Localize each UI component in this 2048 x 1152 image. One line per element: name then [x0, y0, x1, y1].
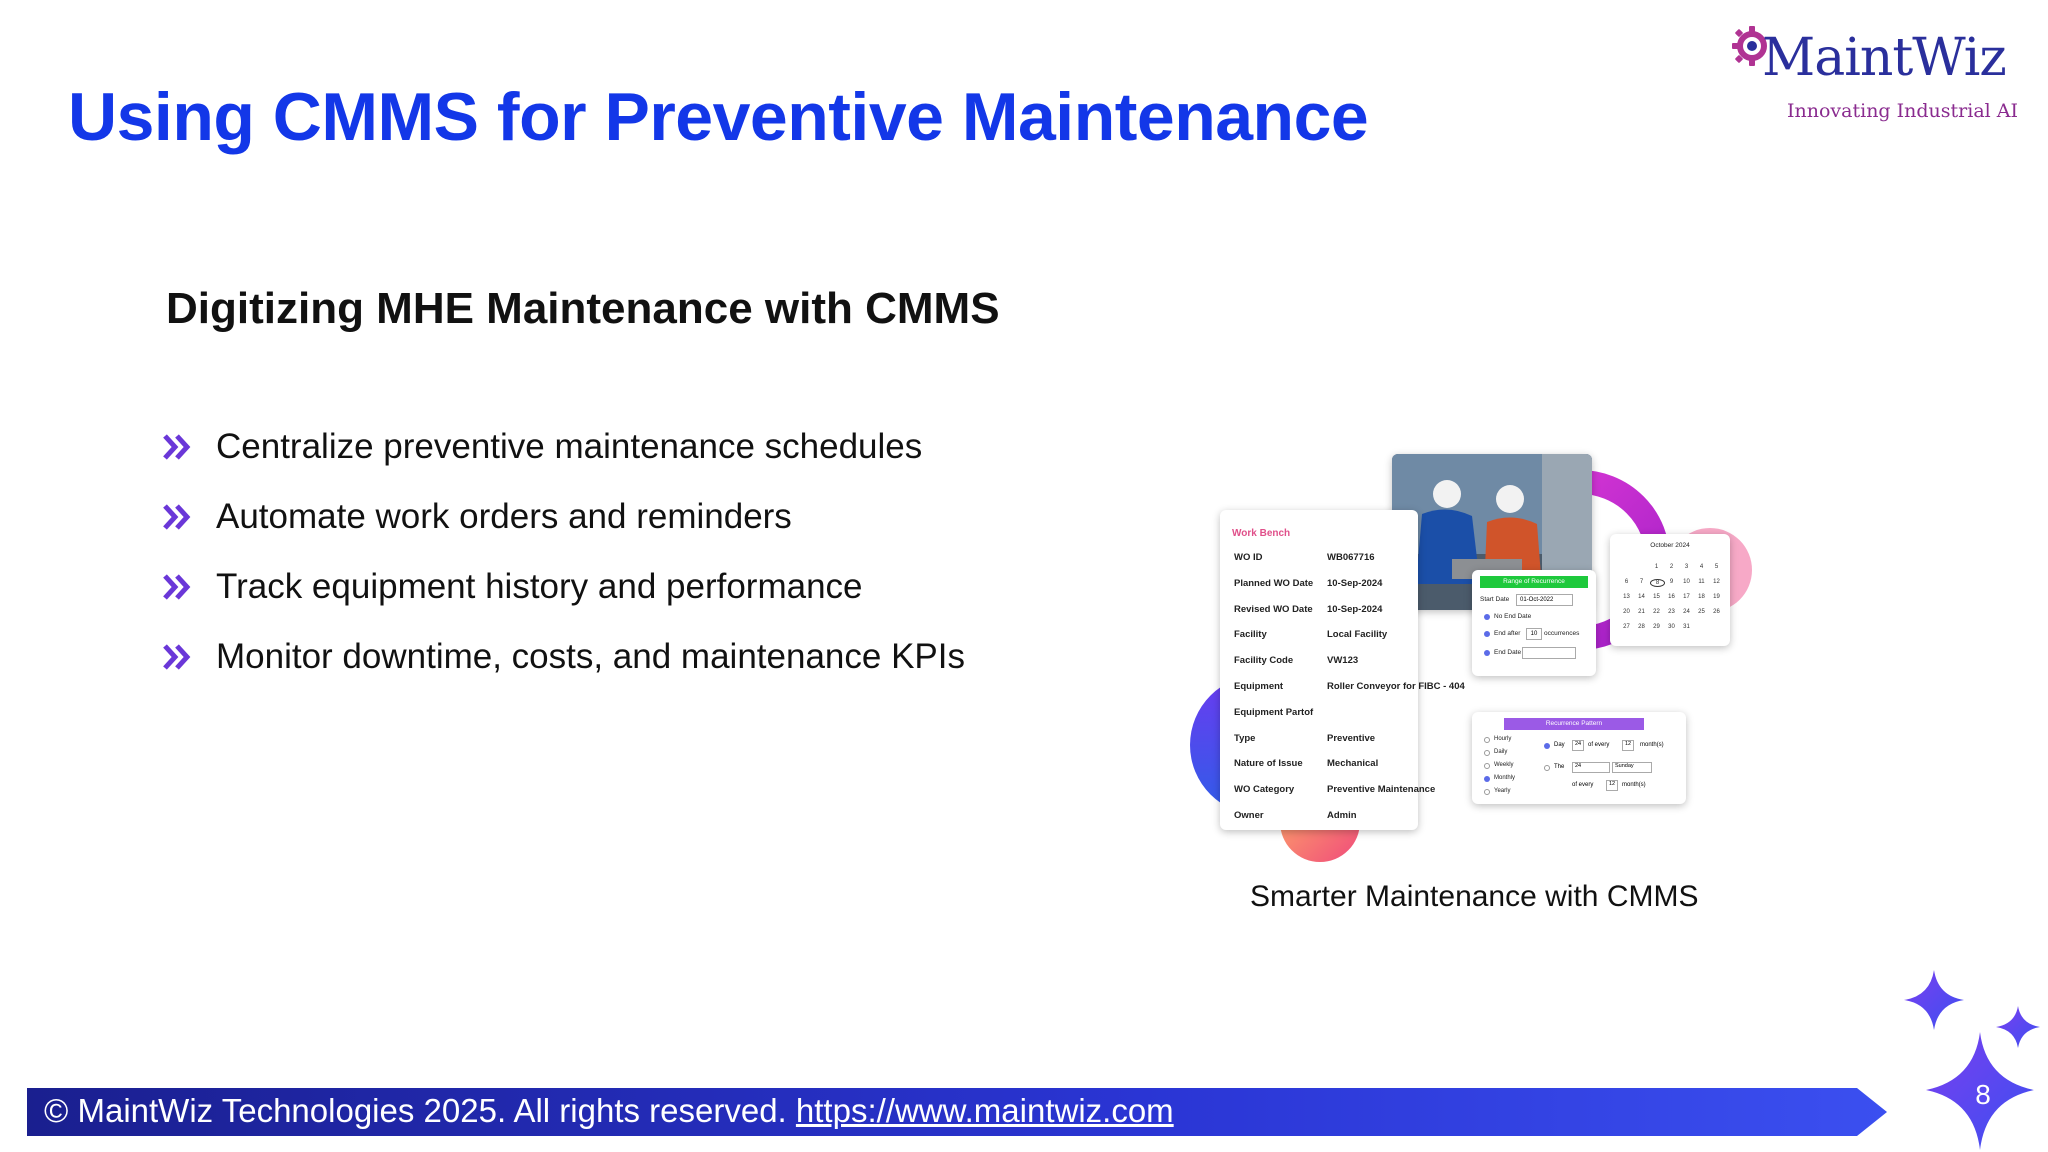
- calendar-day[interactable]: 24: [1683, 609, 1690, 615]
- start-date-label: Start Date: [1480, 596, 1510, 603]
- calendar-day[interactable]: 25: [1698, 609, 1705, 615]
- workbench-field-label: WO Category: [1234, 784, 1295, 796]
- calendar-day[interactable]: 22: [1653, 609, 1660, 615]
- radio-the-icon[interactable]: [1544, 765, 1550, 771]
- page-number: 8: [1975, 1079, 1991, 1110]
- workbench-field-value: VW123: [1327, 655, 1359, 667]
- end-date-field[interactable]: [1522, 647, 1576, 659]
- of-every-label-2: of every: [1572, 782, 1594, 788]
- calendar-day[interactable]: 21: [1638, 609, 1645, 615]
- recurrence-pattern-card: [1472, 712, 1686, 804]
- radio-no-end-icon[interactable]: [1484, 614, 1490, 620]
- the-select[interactable]: 24: [1572, 762, 1610, 773]
- every-field[interactable]: 12: [1622, 740, 1634, 751]
- calendar-day[interactable]: 20: [1623, 609, 1630, 615]
- recurrence-radio-icon[interactable]: [1484, 737, 1490, 743]
- workbench-field-value: Preventive: [1327, 732, 1376, 744]
- calendar-day[interactable]: 1: [1654, 564, 1659, 570]
- radio-end-date-icon[interactable]: [1484, 650, 1490, 656]
- the-label: The: [1554, 764, 1565, 770]
- every-field-2[interactable]: 12: [1606, 780, 1618, 791]
- recurrence-option-label: Hourly: [1494, 736, 1512, 742]
- footer-copyright: © MaintWiz Technologies 2025. All rights reserved.: [44, 1092, 796, 1129]
- bullet-text: Centralize preventive maintenance schedules: [216, 427, 923, 466]
- calendar-day[interactable]: 29: [1653, 624, 1660, 630]
- bullet-item: [162, 552, 965, 622]
- recurrence-option-label: Monthly: [1494, 775, 1516, 781]
- workbench-field-value: Local Facility: [1327, 629, 1388, 641]
- double-chevron-icon: [162, 572, 196, 602]
- workbench-field-value: Admin: [1327, 810, 1357, 821]
- radio-end-after-icon[interactable]: [1484, 631, 1490, 637]
- bullet-item: [162, 622, 965, 692]
- workbench-field-value: WB067716: [1327, 552, 1375, 563]
- section-subtitle: Digitizing MHE Maintenance with CMMS: [166, 284, 1000, 333]
- double-chevron-icon: [162, 432, 196, 462]
- end-date-label: End Date: [1494, 649, 1522, 656]
- calendar-day[interactable]: 19: [1713, 594, 1720, 600]
- day-field[interactable]: 24: [1572, 740, 1584, 751]
- calendar-day[interactable]: 8: [1650, 579, 1665, 587]
- workbench-field-label: Equipment Partof: [1234, 706, 1314, 718]
- calendar-day[interactable]: 28: [1638, 624, 1645, 630]
- recurrence-header: Recurrence Pattern: [1504, 718, 1644, 730]
- calendar-day[interactable]: 11: [1698, 579, 1705, 585]
- workbench-field-value: Roller Conveyor for FIBC - 404: [1327, 681, 1465, 692]
- occurrences-label: occurrences: [1544, 630, 1580, 637]
- calendar-day[interactable]: 30: [1668, 624, 1675, 630]
- footer-link[interactable]: https://www.maintwiz.com: [795, 1092, 1174, 1129]
- calendar-day[interactable]: 14: [1638, 594, 1645, 600]
- recurrence-radio-icon[interactable]: [1484, 763, 1490, 769]
- calendar-day[interactable]: 16: [1668, 594, 1675, 600]
- calendar-day[interactable]: 23: [1668, 609, 1675, 615]
- bullet-text: Track equipment history and performance: [216, 567, 863, 606]
- end-after-field[interactable]: 10: [1526, 628, 1542, 640]
- no-end-label: No End Date: [1494, 613, 1532, 620]
- logo-tagline: Innovating Industrial AI: [1787, 100, 2018, 122]
- months-label-2: month(s): [1622, 782, 1646, 788]
- workbench-title: Work Bench: [1232, 528, 1291, 539]
- recurrence-radio-icon[interactable]: [1484, 789, 1490, 795]
- calendar-day[interactable]: 4: [1699, 564, 1704, 570]
- radio-day-icon[interactable]: [1544, 743, 1550, 749]
- calendar-day[interactable]: 6: [1624, 579, 1629, 585]
- calendar-day[interactable]: 2: [1669, 564, 1674, 570]
- bullet-list: [162, 412, 965, 692]
- sparkle-small-icon: [1904, 970, 1964, 1030]
- workbench-field-label: Planned WO Date: [1234, 577, 1314, 589]
- calendar-day[interactable]: 10: [1683, 579, 1690, 585]
- bullet-text: Monitor downtime, costs, and maintenance KPIs: [216, 637, 965, 676]
- bullet-text: Automate work orders and reminders: [216, 497, 792, 536]
- range-recurrence-card: [1472, 570, 1596, 676]
- double-chevron-icon: [162, 642, 196, 672]
- sparkle-tiny-icon: [1996, 1006, 2040, 1048]
- calendar-month: October 2024: [1650, 542, 1690, 549]
- calendar-card: [1610, 534, 1730, 646]
- recurrence-option-label: Daily: [1494, 749, 1508, 755]
- sparkle-decoration: [1900, 970, 2048, 1152]
- end-after-label: End after: [1494, 630, 1521, 637]
- recurrence-option-label: Yearly: [1494, 788, 1511, 794]
- months-label: month(s): [1640, 742, 1664, 748]
- start-date-field[interactable]: 01-Oct-2022: [1516, 594, 1573, 606]
- workbench-field-value: Preventive Maintenance: [1327, 784, 1436, 796]
- calendar-day[interactable]: 9: [1669, 579, 1674, 585]
- range-header: Range of Recurrence: [1480, 576, 1588, 588]
- footer-text: [44, 1092, 1174, 1130]
- workbench-field-label: Nature of Issue: [1234, 758, 1303, 770]
- bullet-item: [162, 482, 965, 552]
- recurrence-radio-icon[interactable]: [1484, 776, 1490, 782]
- calendar-day[interactable]: 13: [1623, 594, 1630, 600]
- workbench-field-value: 10-Sep-2024: [1327, 603, 1383, 615]
- workbench-field-value: Mechanical: [1327, 758, 1379, 770]
- workbench-field-label: Type: [1234, 732, 1256, 744]
- illustration-caption: Smarter Maintenance with CMMS: [1250, 880, 1699, 913]
- maintwiz-logo: [1730, 22, 2030, 132]
- calendar-day[interactable]: 31: [1683, 624, 1690, 630]
- slide-title: Using CMMS for Preventive Maintenance: [68, 79, 1369, 155]
- workbench-field-label: WO ID: [1234, 552, 1263, 563]
- calendar-day[interactable]: 18: [1698, 594, 1705, 600]
- calendar-day[interactable]: 5: [1714, 564, 1719, 570]
- calendar-day[interactable]: 7: [1639, 579, 1644, 585]
- workbench-field-label: Equipment: [1234, 681, 1284, 692]
- logo-wordmark: MaintWiz: [1762, 28, 2006, 88]
- recurrence-radio-icon[interactable]: [1484, 750, 1490, 756]
- weekday-select[interactable]: Sunday: [1612, 762, 1652, 773]
- workbench-card: [1220, 510, 1465, 830]
- workbench-field-label: Owner: [1234, 810, 1264, 821]
- cmms-illustration: [1190, 430, 1780, 870]
- workbench-field-label: Revised WO Date: [1234, 603, 1313, 615]
- workbench-field-value: 10-Sep-2024: [1327, 577, 1383, 589]
- bullet-item: [162, 412, 965, 482]
- calendar-day[interactable]: 26: [1713, 609, 1720, 615]
- calendar-day[interactable]: 12: [1713, 579, 1720, 585]
- double-chevron-icon: [162, 502, 196, 532]
- of-every-label: of every: [1588, 742, 1610, 748]
- workbench-field-label: Facility Code: [1234, 655, 1294, 667]
- calendar-day[interactable]: 15: [1653, 594, 1660, 600]
- recurrence-option-label: Weekly: [1494, 762, 1514, 768]
- calendar-day[interactable]: 27: [1623, 624, 1630, 630]
- day-label: Day: [1554, 742, 1565, 748]
- workbench-field-label: Facility: [1234, 629, 1267, 641]
- calendar-day[interactable]: 3: [1684, 564, 1689, 570]
- calendar-day[interactable]: 17: [1683, 594, 1690, 600]
